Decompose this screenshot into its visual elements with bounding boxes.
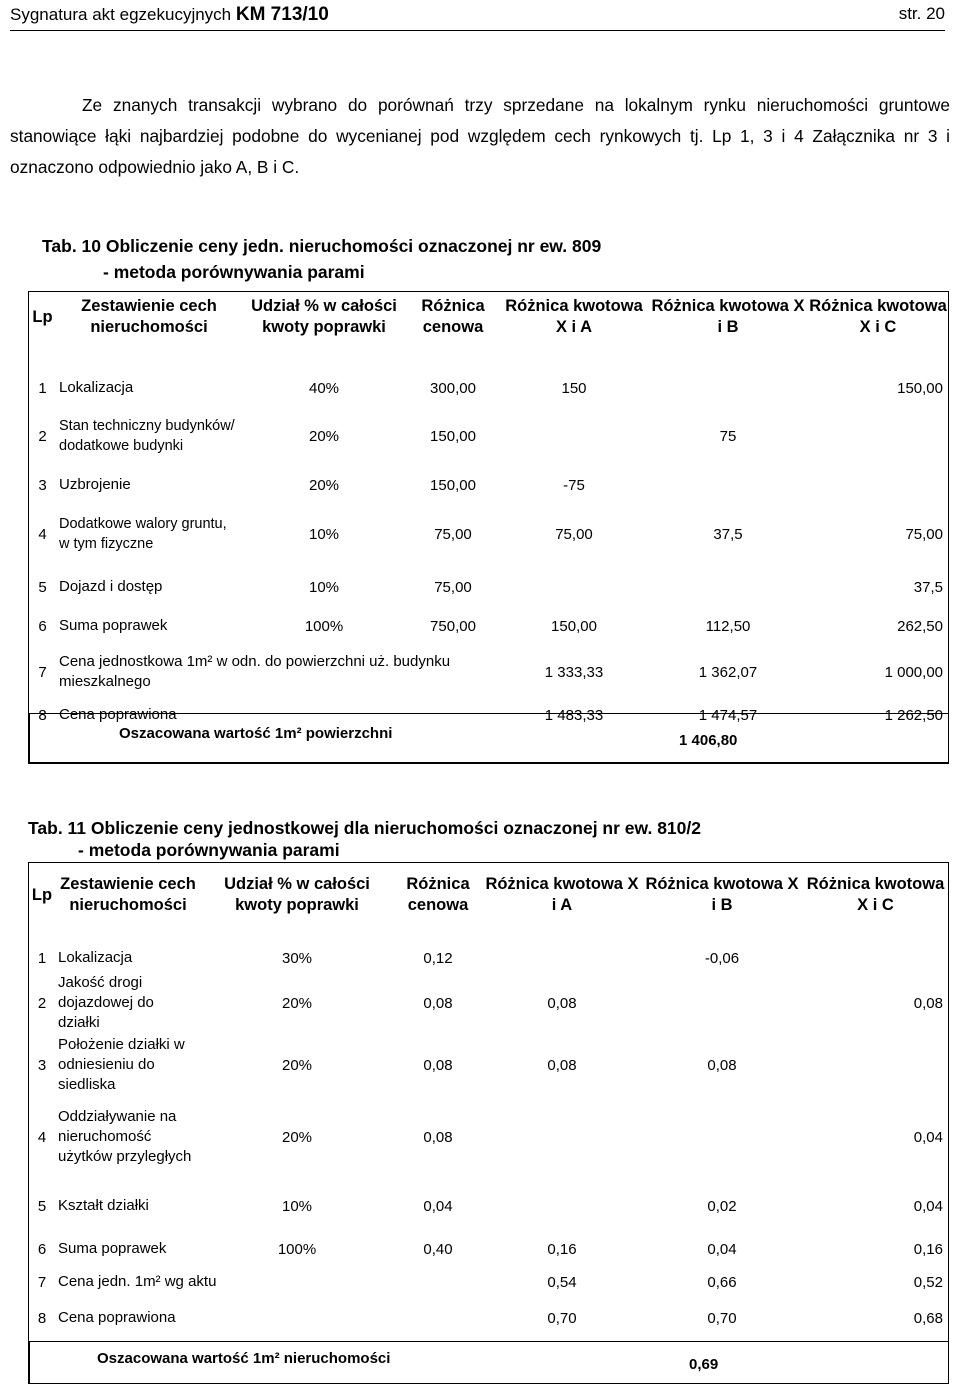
- row-diff-a: 0,70: [547, 1309, 577, 1327]
- row-diff-b: [649, 567, 807, 607]
- row-feature: Położenie działki w odniesieniu do siedliska: [58, 1036, 185, 1093]
- table-row: [28, 607, 949, 645]
- row-feature: Stan techniczny budynków/ dodatkowe budynki: [59, 418, 235, 454]
- col-header-diff-a: Różnica kwotowa X i A: [485, 875, 639, 914]
- row-diff-c: 262,50: [897, 617, 943, 635]
- row-price-diff: 75,00: [434, 525, 472, 543]
- row-price-diff: 750,00: [430, 617, 476, 635]
- row-feature: Jakość drogi dojazdowej do działki: [58, 974, 154, 1031]
- row-share: 20%: [308, 427, 340, 445]
- table-row: [28, 1264, 949, 1300]
- row-share: 30%: [281, 949, 313, 967]
- row-diff-c: [802, 944, 949, 972]
- table10-estimate-label: Oszacowana wartość 1m² powierzchni: [119, 725, 393, 742]
- row-diff-a: 150: [561, 379, 587, 397]
- row-feature: Suma poprawek: [58, 1240, 167, 1257]
- row-share: 100%: [304, 617, 344, 635]
- table11-estimate-label: Oszacowana wartość 1m² nieruchomości: [97, 1350, 391, 1367]
- col-header-features: Zestawienie cech nieruchomości: [60, 875, 196, 914]
- row-share: 10%: [308, 578, 340, 596]
- col-header-price-diff: Różnica cenowa: [421, 297, 485, 336]
- row-lp: 5: [38, 578, 47, 596]
- row-diff-c: 0,16: [913, 1240, 943, 1258]
- row-lp: 1: [37, 949, 47, 967]
- row-diff-a: [482, 1178, 642, 1234]
- row-feature: Uzbrojenie: [59, 476, 131, 493]
- row-diff-c: [802, 1034, 949, 1096]
- row-diff-a: -75: [563, 476, 585, 494]
- row-diff-a: 0,54: [547, 1273, 577, 1291]
- row-share: 20%: [281, 1128, 313, 1146]
- row-lp: 8: [37, 1309, 47, 1327]
- table10: [28, 291, 949, 731]
- table-row: [28, 1300, 949, 1336]
- row-lp: 6: [38, 617, 47, 635]
- row-diff-a: 75,00: [555, 525, 593, 543]
- table11-title: Tab. 11 Obliczenie ceny jednostkowej dla nieruchomości oznaczonej nr ew. 810/2: [28, 818, 701, 838]
- row-price-diff: 150,00: [430, 476, 476, 494]
- row-diff-b: 0,08: [707, 1056, 737, 1074]
- row-diff-c: 0,68: [913, 1309, 943, 1327]
- col-header-lp: Lp: [31, 885, 53, 904]
- row-lp: 4: [37, 1128, 47, 1146]
- row-diff-b: 37,5: [713, 525, 743, 543]
- row-diff-b: 0,02: [707, 1197, 737, 1215]
- table-row: [28, 1034, 949, 1096]
- row-diff-b: [642, 972, 802, 1034]
- row-lp: 6: [37, 1240, 47, 1258]
- intro-paragraph: [10, 90, 950, 183]
- row-diff-c: 0,08: [913, 994, 943, 1012]
- row-diff-b: [649, 373, 807, 403]
- row-diff-a: [482, 944, 642, 972]
- row-share: 20%: [281, 1056, 313, 1074]
- table-row: [28, 1096, 949, 1178]
- row-price-diff: 0,40: [423, 1240, 453, 1258]
- row-diff-b: 0,70: [707, 1309, 737, 1327]
- row-diff-c: 37,5: [913, 578, 943, 596]
- row-price-diff: 150,00: [430, 427, 476, 445]
- row-diff-b: 0,66: [707, 1273, 737, 1291]
- col-header-diff-b: Różnica kwotowa X i B: [651, 297, 805, 336]
- row-diff-b: 1 362,07: [698, 663, 758, 681]
- table10-estimate-value: 1 406,80: [679, 732, 738, 749]
- row-lp: 8: [38, 706, 47, 724]
- row-price-diff: 0,12: [423, 949, 453, 967]
- page-header: [10, 4, 945, 30]
- row-feature: Lokalizacja: [58, 949, 133, 966]
- col-header-diff-c: Różnica kwotowa X i C: [806, 875, 945, 914]
- row-diff-c: 1 000,00: [884, 663, 943, 681]
- row-share: 20%: [281, 994, 313, 1012]
- row-feature: Cena jednostkowa 1m² w odn. do powierzchni uż. budynku mieszkalnego: [59, 653, 451, 690]
- row-feature: Dojazd i dostęp: [59, 578, 163, 595]
- col-header-diff-c: Różnica kwotowa X i C: [809, 297, 947, 336]
- row-share: 10%: [308, 525, 340, 543]
- table-row: [28, 469, 949, 501]
- row-share: 10%: [281, 1197, 313, 1215]
- row-feature: Lokalizacja: [59, 379, 134, 396]
- col-header-price-diff: Różnica cenowa: [406, 875, 470, 914]
- col-header-diff-b: Różnica kwotowa X i B: [645, 875, 799, 914]
- row-price-diff: 0,08: [423, 1128, 453, 1146]
- row-lp: 7: [38, 663, 47, 681]
- row-diff-a: 0,16: [547, 1240, 577, 1258]
- col-header-share: Udział % w całości kwoty poprawki: [251, 297, 397, 336]
- row-diff-c: 0,52: [913, 1273, 943, 1291]
- page-number: str. 20: [898, 4, 945, 23]
- col-header-features: Zestawienie cech nieruchomości: [81, 297, 217, 336]
- row-lp: 5: [37, 1197, 47, 1215]
- row-price-diff: 0,08: [423, 1056, 453, 1074]
- row-price-diff: 0,08: [423, 994, 453, 1012]
- table-row: [28, 972, 949, 1034]
- row-feature: Cena jedn. 1m² wg aktu: [58, 1273, 217, 1290]
- table10-header-row: [28, 291, 949, 343]
- row-diff-c: 0,04: [913, 1128, 943, 1146]
- row-diff-a: 0,08: [547, 994, 577, 1012]
- row-diff-b: [642, 1096, 802, 1178]
- intro-text: Ze znanych transakcji wybrano do porównań trzy sprzedane na lokalnym rynku nieruchomości gruntowe stanowiące łąki najbardziej podobne do wycenianej pod względem cech rynkowych tj. Lp 1, 3 i 4 Załącznika nr 3 i oznaczono odpowiednio jako A, B i C.: [10, 95, 950, 177]
- table11-estimate-value: 0,69: [689, 1356, 719, 1373]
- row-diff-c: 1 262,50: [884, 706, 943, 724]
- row-lp: 7: [37, 1273, 47, 1291]
- row-lp: 3: [38, 476, 47, 494]
- row-diff-a: 1 483,33: [544, 706, 604, 724]
- row-feature: Cena poprawiona: [58, 1309, 176, 1326]
- row-diff-a: 150,00: [551, 617, 597, 635]
- table11-header-row: [28, 862, 949, 928]
- row-diff-c: [807, 403, 949, 469]
- row-lp: 2: [38, 427, 47, 445]
- row-share: 20%: [308, 476, 340, 494]
- row-diff-b: -0,06: [704, 949, 740, 967]
- row-diff-a: 1 333,33: [544, 663, 604, 681]
- table-row: [28, 645, 949, 699]
- table11: [28, 862, 949, 1336]
- row-lp: 3: [37, 1056, 47, 1074]
- row-diff-a: 0,08: [547, 1056, 577, 1074]
- row-feature: Oddziaływanie na nieruchomość użytków przyległych: [58, 1108, 192, 1165]
- row-diff-c: 0,04: [913, 1197, 943, 1215]
- col-header-lp: Lp: [32, 307, 53, 326]
- row-lp: 1: [38, 379, 47, 397]
- row-diff-a: [482, 1096, 642, 1178]
- row-diff-b: 0,04: [707, 1240, 737, 1258]
- header-rule: [10, 30, 945, 31]
- row-feature: Suma poprawek: [59, 617, 168, 634]
- table10-title: Tab. 10 Obliczenie ceny jedn. nieruchomości oznaczonej nr ew. 809: [42, 236, 602, 256]
- row-lp: 2: [37, 994, 47, 1012]
- row-diff-b: 75: [719, 427, 737, 445]
- row-feature: Dodatkowe walory gruntu, w tym fizyczne: [59, 516, 227, 552]
- row-share: 40%: [308, 379, 340, 397]
- row-diff-a: [499, 567, 649, 607]
- row-price-diff: 300,00: [430, 379, 476, 397]
- table-row: [28, 1234, 949, 1264]
- signature-number: KM 713/10: [235, 4, 329, 25]
- row-feature: Cena poprawiona: [59, 706, 177, 723]
- row-diff-c: 75,00: [905, 525, 943, 543]
- row-diff-b: 112,50: [705, 617, 751, 635]
- table-row: [28, 373, 949, 403]
- table11-subtitle: - metoda porównywania parami: [78, 840, 340, 860]
- table-row: [28, 944, 949, 972]
- row-diff-b: [649, 469, 807, 501]
- case-signature: [10, 4, 329, 26]
- row-diff-c: [807, 469, 949, 501]
- row-price-diff: 75,00: [434, 578, 472, 596]
- row-diff-b: 1 474,57: [698, 706, 758, 724]
- table-row: [28, 403, 949, 469]
- table-row: [28, 567, 949, 607]
- row-price-diff: 0,04: [423, 1197, 453, 1215]
- col-header-diff-a: Różnica kwotowa X i A: [505, 297, 643, 336]
- table-row: [28, 1178, 949, 1234]
- table10-subtitle: - metoda porównywania parami: [103, 262, 365, 282]
- row-share: 100%: [277, 1240, 317, 1258]
- col-header-share: Udział % w całości kwoty poprawki: [224, 875, 370, 914]
- signature-prefix: Sygnatura akt egzekucyjnych: [10, 5, 232, 24]
- row-diff-a: [499, 403, 649, 469]
- row-feature: Kształt działki: [58, 1197, 149, 1214]
- row-lp: 4: [38, 525, 47, 543]
- row-diff-c: 150,00: [897, 379, 943, 397]
- table-row: [28, 501, 949, 567]
